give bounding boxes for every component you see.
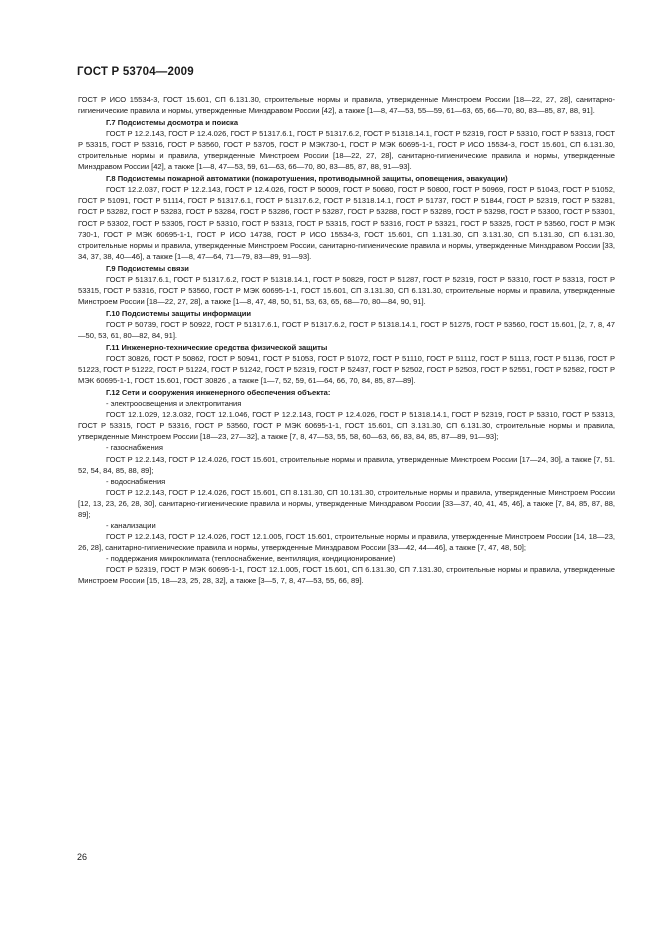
- section-heading-g8: Г.8 Подсистемы пожарной автоматики (пожаротушения, противодымной защиты, оповещения, эвакуации): [106, 174, 508, 184]
- section-heading-g12: Г.12 Сети и сооружения инженерного обеспечения объекта:: [106, 388, 331, 398]
- subsection-label-climate: - поддержания микроклимата (теплоснабжение, вентиляция, кондиционирование): [106, 553, 396, 563]
- intro-paragraph: ГОСТ Р ИСО 15534-3, ГОСТ 15.601, СП 6.131.30, строительные нормы и правила, утвержденные Минстроем России [18—22, 27, 28], санитарно-гигиенические правила и нормы, утвержденные Минздравом России [42], а также [1—8, 47—53, 55—59, 61—63, 65, 66—70, 80, 83—85, 87, 88, 91].: [78, 95, 615, 116]
- subsection-text-sewage: ГОСТ Р 12.2.143, ГОСТ Р 12.4.026, ГОСТ 12.1.005, ГОСТ 15.601, строительные нормы и правила, утвержденные Минстроем России [14, 18—23, 26, 28], санитарно-гигиенические правила и нормы, утвержденные Минздравом России [33—42, 44—46], а также [7, 47, 48, 50];: [78, 531, 615, 552]
- section-text-g10: ГОСТ Р 50739, ГОСТ Р 50922, ГОСТ Р 51317.6.1, ГОСТ Р 51317.6.2, ГОСТ Р 51318.14.1, ГОСТ Р 51275, ГОСТ Р 53560, ГОСТ 15.601, [2, 7, 8, 47—50, 53, 61, 80—82, 84, 91].: [78, 319, 615, 340]
- subsection-label-water: - водоснабжения: [106, 476, 166, 486]
- section-heading-g11: Г.11 Инженерно-технические средства физической защиты: [106, 343, 328, 353]
- section-text-g7: ГОСТ Р 12.2.143, ГОСТ Р 12.4.026, ГОСТ Р 51317.6.1, ГОСТ Р 51317.6.2, ГОСТ Р 51318.14.1, ГОСТ Р 52319, ГОСТ Р 53310, ГОСТ Р 53313, ГОСТ Р 53315, ГОСТ Р 53316, ГОСТ Р 53560, ГОСТ Р 53705, ГОСТ Р МЭК730-1, ГОСТ Р МЭК 60695-1-1, ГОСТ Р ИСО 15534-3, ГОСТ 15.601, СП 6.131.30, строительные нормы и правила, утвержденные Минстроем России [18—22, 27, 28], санитарно-гигиенические правила и нормы, утвержденные Минздравом России [42], а также [1—8, 47—53, 59, 61—63, 66—70, 80, 83—85, 87, 88, 91—93].: [78, 129, 615, 172]
- subsection-text-climate: ГОСТ Р 52319, ГОСТ Р МЭК 60695-1-1, ГОСТ 12.1.005, ГОСТ 15.601, СП 6.131.30, СП 7.131.30, строительные нормы и правила, утвержденные Минстроем России [15, 18—23, 25, 28, 32], а также [3—5, 7, 8, 47—53, 55, 66, 89].: [78, 564, 615, 586]
- document-header: ГОСТ Р 53704—2009: [77, 66, 194, 78]
- section-heading-g7: Г.7 Подсистемы досмотра и поиска: [106, 118, 239, 128]
- document-body: [78, 94, 615, 586]
- subsection-label-electric: - электроосвещения и электропитания: [106, 399, 242, 409]
- subsection-text-gas: ГОСТ Р 12.2.143, ГОСТ Р 12.4.026, ГОСТ 15.601, строительные нормы и правила, утвержденные Минстроем России [17—24, 30], а также [7, 51. 52, 54, 84, 85, 88, 89];: [78, 454, 615, 475]
- section-text-g9: ГОСТ Р 51317.6.1, ГОСТ Р 51317.6.2, ГОСТ Р 51318.14.1, ГОСТ Р 50829, ГОСТ Р 51287, ГОСТ Р 52319, ГОСТ Р 53310, ГОСТ Р 53313, ГОСТ Р 53315, ГОСТ Р 53316, ГОСТ Р 53560, ГОСТ Р МЭК 60695-1-1, ГОСТ 15.601, СП 3.131.30, СП 6.131.30, строительные нормы и правила, утвержденные Минстроем России [18—22, 27, 28], а также [1—8, 47, 48, 50, 51, 53, 63, 65, 68—70, 80—84, 90, 91].: [78, 274, 615, 306]
- subsection-text-electric: ГОСТ 12.1.029, 12.3.032, ГОСТ 12.1.046, ГОСТ Р 12.2.143, ГОСТ Р 12.4.026, ГОСТ Р 51318.14.1, ГОСТ Р 52319, ГОСТ Р 53310, ГОСТ Р 53313, ГОСТ Р 53315, ГОСТ Р 53316, ГОСТ Р 53560, ГОСТ Р МЭК 60695-1-1, ГОСТ 15.601, СП 3.131.30, СП 6.131.30, строительные нормы и правила, утвержденные Минстроем России [18—23, 27—32], а также [7, 8, 47—53, 55, 58, 60—63, 66, 83, 84, 85, 87—89, 91—93];: [78, 410, 615, 442]
- subsection-text-water: ГОСТ Р 12.2.143, ГОСТ Р 12.4.026, ГОСТ 15.601, СП 8.131.30, СП 10.131.30, строительные нормы и правила, утвержденные Минстроем России [12, 13, 23, 26, 28, 30], санитарно-гигиенические правила и нормы, утвержденные Минздравом России [33—37, 40, 41, 45, 46], а также [7, 84, 85, 87, 88, 89];: [78, 487, 615, 519]
- section-heading-g9: Г.9 Подсистемы связи: [106, 263, 189, 273]
- section-text-g11: ГОСТ 30826, ГОСТ Р 50862, ГОСТ Р 50941, ГОСТ Р 51053, ГОСТ Р 51072, ГОСТ Р 51110, ГОСТ Р 51112, ГОСТ Р 51113, ГОСТ Р 51136, ГОСТ Р 51223, ГОСТ Р 51222, ГОСТ Р 51224, ГОСТ Р 51242, ГОСТ Р 52319, ГОСТ Р 52437, ГОСТ Р 52502, ГОСТ Р 52503, ГОСТ Р 52551, ГОСТ Р 52582, ГОСТ Р МЭК 60695-1-1, ГОСТ 15.601, ГОСТ 30826 , а также [1—7, 52, 59, 61—64, 66, 70, 84, 85, 87—89].: [78, 354, 615, 386]
- section-heading-g10: Г.10 Подсистемы защиты информации: [106, 308, 252, 318]
- subsection-label-gas: - газоснабжения: [106, 443, 163, 453]
- page-number: 26: [77, 852, 88, 862]
- section-text-g8: ГОСТ 12.2.037, ГОСТ Р 12.2.143, ГОСТ Р 12.4.026, ГОСТ Р 50009, ГОСТ Р 50680, ГОСТ Р 50800, ГОСТ Р 50969, ГОСТ Р 51043, ГОСТ Р 51052, ГОСТ Р 51091, ГОСТ Р 51114, ГОСТ Р 51317.6.1, ГОСТ Р 51317.6.2, ГОСТ Р 51318.14.1, ГОСТ Р 51737, ГОСТ Р 51844, ГОСТ Р 52319, ГОСТ Р 53281, ГОСТ Р 53282, ГОСТ Р 53283, ГОСТ Р 53284, ГОСТ Р 53286, ГОСТ Р 53287, ГОСТ Р 53288, ГОСТ Р 53289, ГОСТ Р 53298, ГОСТ Р 53300, ГОСТ Р 53301, ГОСТ Р 53302, ГОСТ Р 53305, ГОСТ Р 53310, ГОСТ Р 53313, ГОСТ Р 53315, ГОСТ Р 53316, ГОСТ Р 53321, ГОСТ Р 53325, ГОСТ Р 53560, ГОСТ Р МЭК 730-1, ГОСТ Р МЭК 60695-1-1, ГОСТ Р ИСО 14738, ГОСТ Р ИСО 15534-3, ГОСТ 15.601, СП 1.131.30, СП 3.131.30, СП 5.131.30, СП 6.131.30, строительные нормы и правила, утвержденные Минстроем России, санитарно-гигиенические правила и нормы, утвержденные Минздравом России [33, 34, 37, 38, 40—46], а также [1—8, 47—64, 71—79, 83—89, 91—93].: [78, 185, 615, 261]
- subsection-label-sewage: - канализации: [106, 520, 156, 530]
